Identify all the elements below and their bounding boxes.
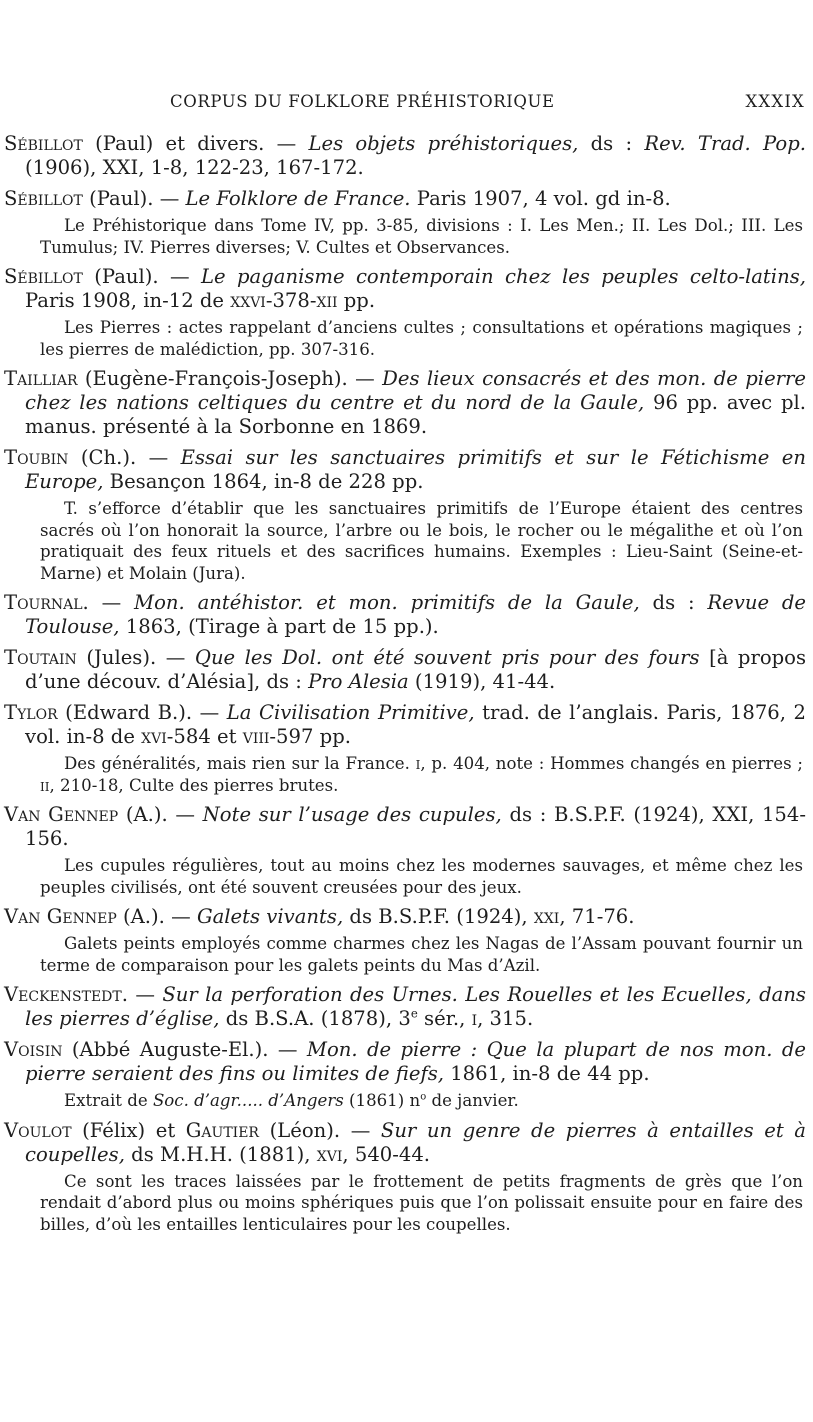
bibliography-entry <box>0 646 813 694</box>
author-detail: (Eugène-François-Joseph). — <box>77 367 383 390</box>
bibliography-entry <box>0 132 813 180</box>
publication-details: ds M.H.H. (1881), <box>124 1142 317 1166</box>
citation <box>4 701 806 749</box>
work-title: Le paganisme contemporain chez les peuples celto-latins, <box>201 265 806 288</box>
citation <box>4 1119 806 1167</box>
work-title: Galets vivants, <box>196 905 344 928</box>
author-name: Voisin <box>4 1038 63 1061</box>
author-detail: (Léon). — <box>258 1118 381 1142</box>
publication-details: trad. de l’anglais. Paris, 1876, 2 vol. in-8 de <box>25 701 806 748</box>
citation <box>4 265 806 313</box>
author-name: Tournal. <box>4 591 89 614</box>
publication-details: -584 et <box>166 725 243 748</box>
author-name: Toutain <box>4 646 77 669</box>
annotation: Ce sont les traces laissées par le frottement de petits fragments de grès que l’on rendait d’abord plus ou moins sphériques puis que l’on polissait ensuite pour en faire des billes, d’où les entailles lenticulaires pour les coupelles. <box>40 1171 803 1234</box>
citation-text: [à propos d’une découv. d’Alésia], ds : <box>25 646 807 693</box>
annotation-source: Soc. d’agr..... d’Angers <box>152 1091 344 1110</box>
author-detail: (Paul) et divers. — <box>82 132 309 155</box>
publication-details: 1861, in-8 de 44 pp. <box>443 1062 650 1085</box>
roman-numeral: i <box>471 1007 478 1030</box>
author-name: Van Gennep <box>4 905 117 928</box>
work-title: Mon. antéhistor. et mon. primitifs de la Gaule, <box>134 591 640 614</box>
superscript: e <box>410 1006 418 1021</box>
author-name: Tailliar <box>4 367 78 390</box>
bibliography-entry <box>0 367 813 439</box>
publication-details: sér., <box>417 1007 472 1030</box>
author-name: Sébillot <box>4 132 83 155</box>
annotation: Le Préhistorique dans Tome IV, pp. 3-85, divisions : I. Les Men.; II. Les Dol.; III. Les Tumulus; IV. Pierres diverses; V. Cultes et Observances. <box>40 216 803 257</box>
work-title: Que les Dol. ont été souvent pris pour des fours <box>194 646 700 669</box>
work-title: Sur un genre de pierres à entailles et à coupelles, <box>25 1118 806 1166</box>
work-title: Le Folklore de France. <box>185 187 411 210</box>
author-detail: (Ch.). — <box>68 446 181 469</box>
work-title: Note sur l’usage des cupules, <box>202 803 502 826</box>
publication-details: , 315. <box>477 1007 534 1030</box>
bibliography-list <box>0 132 813 1242</box>
citation-text: ds : <box>578 132 645 155</box>
bibliography-entry <box>0 1119 813 1236</box>
citation <box>4 591 806 639</box>
author-detail: (Edward B.). — <box>57 701 227 724</box>
author-detail: (Félix) et <box>71 1118 186 1142</box>
publication-details: Paris 1908, in-12 de <box>25 289 231 312</box>
citation <box>4 187 806 211</box>
bibliography-entry <box>0 905 813 976</box>
publication-details: ds B.S.P.F. (1924), <box>343 905 534 928</box>
roman-numeral: xxvi <box>230 289 266 312</box>
citation <box>4 446 806 494</box>
citation-text: ds : <box>639 591 708 614</box>
annotation-text: , 210-18, Culte des pierres brutes. <box>49 775 339 795</box>
roman-numeral: i <box>415 754 421 773</box>
publication-details: 1863, (Tirage à part de 15 pp.). <box>119 615 439 638</box>
publication-details: , 540-44. <box>342 1142 431 1166</box>
publication-details: 96 pp. avec pl. manus. présenté à la Sorbonne en 1869. <box>25 391 806 438</box>
publication-details: -378- <box>265 289 317 312</box>
roman-numeral: xxi <box>533 905 560 928</box>
author-detail: (A.). — <box>116 905 197 928</box>
bibliography-entry <box>0 265 813 360</box>
bibliography-entry <box>0 803 813 898</box>
bibliography-entry <box>0 701 813 796</box>
work-title: Mon. de pierre : Que la plupart de nos mon. de pierre seraient des fins ou limites de fiefs, <box>25 1038 806 1085</box>
journal-title: Rev. Trad. Pop. <box>644 132 806 155</box>
publication-details: Besançon 1864, in-8 de 228 pp. <box>103 470 424 493</box>
running-title: CORPUS DU FOLKLORE PRÉHISTORIQUE <box>170 92 555 111</box>
publication-details: , 71-76. <box>559 905 635 928</box>
work-title: La Civilisation Primitive, <box>226 701 475 724</box>
citation <box>4 132 806 180</box>
publication-details: ds B.S.A. (1878), 3 <box>219 1007 411 1030</box>
running-header <box>0 92 813 116</box>
annotation: Les cupules régulières, tout au moins chez les modernes sauvages, et même chez les peuples civilisés, ont été souvent creusées pour des jeux. <box>40 856 803 897</box>
author-detail: (A.). — <box>118 803 203 826</box>
work-title: Les objets préhistoriques, <box>308 132 579 155</box>
citation <box>4 646 806 694</box>
citation <box>4 1038 806 1086</box>
publication-details: ds : B.S.P.F. (1924), XXI, 154-156. <box>25 803 806 850</box>
annotation <box>40 753 803 796</box>
author-detail: — <box>88 591 135 614</box>
page-number: XXXIX <box>745 92 805 111</box>
publication-details: (1919), 41-44. <box>408 670 556 693</box>
bibliography-entry <box>0 983 813 1031</box>
author-detail: (Jules). — <box>76 646 195 669</box>
author-name: Sébillot <box>4 265 83 288</box>
bibliography-entry <box>0 187 813 258</box>
work-title: Sur la perforation des Urnes. Les Rouelles et les Ecuelles, dans les pierres d’église, <box>25 983 806 1030</box>
roman-numeral: xvi <box>316 1142 343 1166</box>
citation <box>4 367 806 439</box>
author-detail: — <box>127 983 163 1006</box>
author-detail: (Paul). — <box>82 187 186 210</box>
annotation <box>40 1090 803 1112</box>
annotation-text: Des généralités, mais rien sur la France. <box>64 754 416 773</box>
roman-numeral: viii <box>242 725 270 748</box>
publication-details: -597 pp. <box>269 725 351 748</box>
bibliography-entry <box>0 446 813 584</box>
author-name: Veckenstedt. <box>4 983 128 1006</box>
citation <box>4 983 806 1031</box>
citation <box>4 803 806 851</box>
journal-title: Revue de Toulouse, <box>25 591 807 638</box>
author-name: Van Gennep <box>4 803 119 826</box>
annotation: T. s’efforce d’établir que les sanctuaires primitifs de l’Europe étaient des centres sacrés où l’on honorait la source, l’arbre ou le bois, le rocher ou le mégalithe et où l’on pratiquait des feux rituels et des sacrifices humains. Exemples : Lieu-Saint (Seine-et-Marne) et Molain (Jura). <box>40 499 803 583</box>
author-name: Voulot <box>4 1118 72 1142</box>
author-detail: (Abbé Auguste-El.). — <box>62 1038 307 1061</box>
author-detail: (Paul). — <box>82 265 202 288</box>
work-title: Essai sur les sanctuaires primitifs et sur le Fétichisme en Europe, <box>25 446 806 493</box>
annotation-text: (1861) n <box>343 1091 421 1110</box>
roman-numeral: xii <box>316 289 338 312</box>
author-name: Gautier <box>185 1118 259 1142</box>
annotation: Les Pierres : actes rappelant d’anciens cultes ; consultations et opérations magiques ; les pierres de malédiction, pp. 307-316. <box>40 318 803 359</box>
roman-numeral: ii <box>40 775 50 795</box>
author-name: Tylor <box>4 701 58 724</box>
citation <box>4 905 806 929</box>
author-name: Toubin <box>4 446 69 469</box>
work-title: Des lieux consacrés et des mon. de pierre chez les nations celtiques du centre et du nord de la Gaule, <box>25 367 806 414</box>
annotation-text: Extrait de <box>64 1091 153 1110</box>
publication-details: (1906), XXI, 1-8, 122-23, 167-172. <box>25 156 364 179</box>
annotation-text: , p. 404, note : Hommes changés en pierres ; <box>420 754 803 773</box>
bibliography-entry <box>0 591 813 639</box>
annotation: Galets peints employés comme charmes chez les Nagas de l’Assam pouvant fournir un terme de comparaison pour les galets peints du Mas d’Azil. <box>40 934 803 975</box>
journal-title: Pro Alesia <box>308 670 409 693</box>
roman-numeral: xvi <box>141 725 167 748</box>
superscript: o <box>420 1091 427 1103</box>
publication-details: Paris 1907, 4 vol. gd in-8. <box>410 187 671 210</box>
author-name: Sébillot <box>4 187 83 210</box>
bibliography-entry <box>0 1038 813 1112</box>
annotation-text: de janvier. <box>426 1091 519 1110</box>
publication-details: pp. <box>337 289 376 312</box>
